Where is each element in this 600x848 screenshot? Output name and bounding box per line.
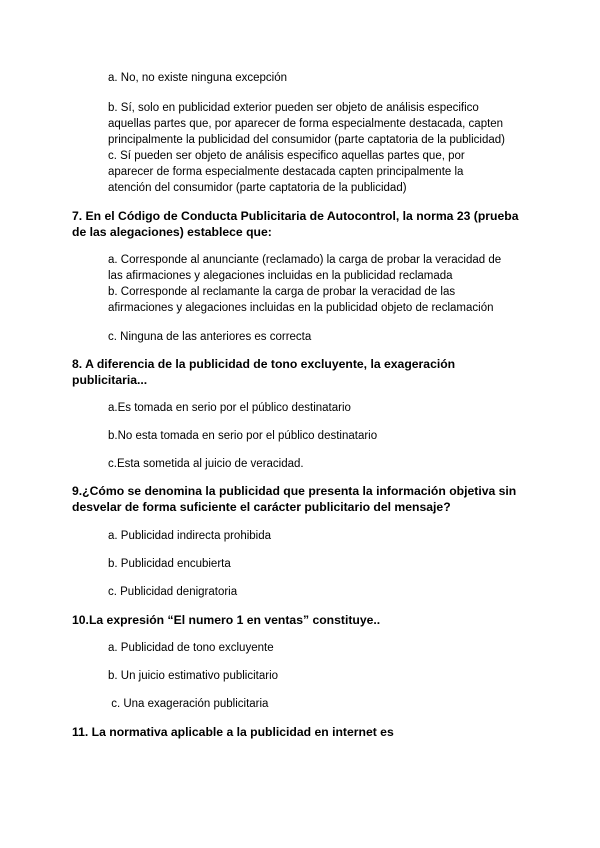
- question-8-title: publicitaria...: [72, 373, 148, 387]
- q8-option-c: c.Esta sometida al juicio de veracidad.: [108, 458, 304, 470]
- q9-option-b: b. Publicidad encubierta: [108, 558, 231, 570]
- option-b-line: b. Sí, solo en publicidad exterior pueden ser objeto de análisis especifico: [108, 102, 479, 114]
- question-9-title: desvelar de forma suficiente el carácter publicitario del mensaje?: [72, 500, 451, 514]
- q9-option-c: c. Publicidad denigratoria: [108, 586, 238, 598]
- question-9-title: 9.¿Cómo se denomina la publicidad que presenta la información objetiva sin: [72, 484, 517, 498]
- question-7-title: de las alegaciones) establece que:: [72, 225, 272, 239]
- q9-option-a: a. Publicidad indirecta prohibida: [108, 530, 272, 542]
- question-10-title: 10.La expresión “El numero 1 en ventas” constituye..: [72, 613, 381, 627]
- question-11-title: 11. La normativa aplicable a la publicidad en internet es: [72, 725, 394, 739]
- q10-option-b: b. Un juicio estimativo publicitario: [108, 670, 279, 682]
- q7-option-b: afirmaciones y alegaciones incluidas en la publicidad objeto de reclamación: [108, 302, 494, 314]
- option-c-line: aparecer de forma especialmente destacada capten principalmente la: [108, 166, 464, 178]
- q10-option-c: c. Una exageración publicitaria: [108, 698, 269, 710]
- q7-option-c: c. Ninguna de las anteriores es correcta: [108, 331, 312, 343]
- q7-option-a: las afirmaciones y alegaciones incluidas en la publicidad reclamada: [108, 270, 453, 282]
- option-c-line: c. Sí pueden ser objeto de análisis especifico aquellas partes que, por: [108, 150, 465, 162]
- option-b-line: aquellas partes que, por aparecer de forma especialmente destacada, capten: [108, 118, 504, 130]
- q10-option-a: a. Publicidad de tono excluyente: [108, 642, 274, 654]
- q7-option-a: a. Corresponde al anunciante (reclamado) la carga de probar la veracidad de: [108, 254, 502, 266]
- option-c-line: atención del consumidor (parte captatoria de la publicidad): [108, 182, 407, 194]
- option-b-line: principalmente la publicidad del consumidor (parte captatoria de la publicidad): [108, 134, 505, 146]
- q8-option-b: b.No esta tomada en serio por el público destinatario: [108, 430, 378, 442]
- question-8-title: 8. A diferencia de la publicidad de tono excluyente, la exageración: [72, 357, 456, 371]
- question-7-title: 7. En el Código de Conducta Publicitaria de Autocontrol, la norma 23 (prueba: [72, 209, 519, 223]
- option-a: a. No, no existe ninguna excepción: [108, 72, 288, 84]
- q7-option-b: b. Corresponde al reclamante la carga de probar la veracidad de las: [108, 286, 456, 298]
- q8-option-a: a.Es tomada en serio por el público destinatario: [108, 402, 351, 414]
